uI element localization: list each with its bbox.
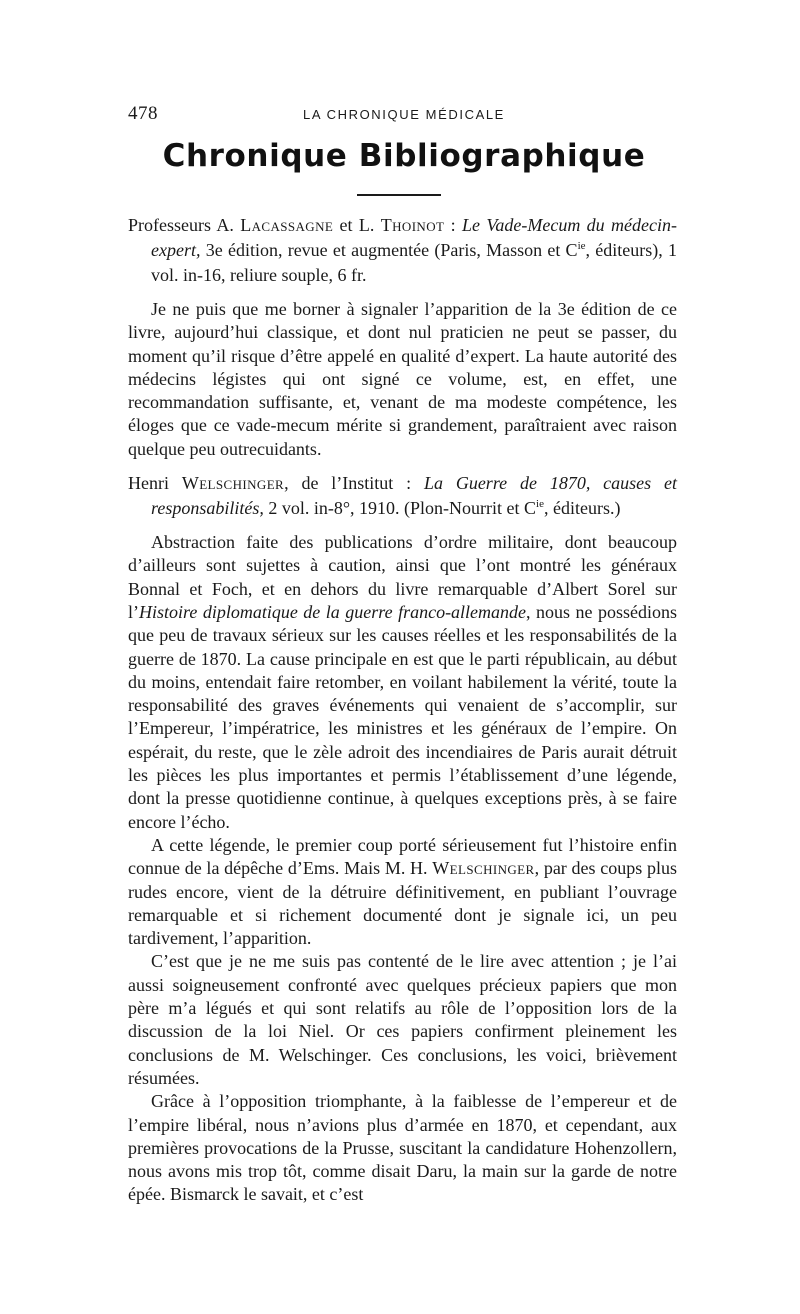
review-paragraph: C’est que je ne me suis pas contenté de le lire avec attention ; je l’ai aussi soigneusement confronté avec quelques précieux papiers que mon père m’a légués et qui sont relatifs au rôle de l’opposition lors de la discussion de la loi Niel. Or ces papiers confirment pleinement les conclusions de M. Welschinger. Ces conclusions, les voici, brièvement résumées.: [128, 951, 677, 1088]
review-paragraph: A cette légende, le premier coup porté sérieusement fut l’histoire enfin connue de la dépêche d’Ems. Mais M. H. Welschinger, par des coups plus rudes encore, vient de la détruire définitivement, en publiant l’ouvrage remarquable et si richement documenté dont je signale ici, un peu tardivement, l’apparition.: [128, 834, 677, 949]
running-head: [128, 103, 680, 127]
review-paragraph: Abstraction faite des publications d’ordre militaire, dont beaucoup d’ailleurs sont sujettes à caution, ainsi que l’ont montré les généraux Bonnal et Foch, et en dehors du livre remarquable d’Albert Sorel sur l’Histoire diplomatique de la guerre franco-allemande, nous ne possédions que peu de travaux sérieux sur les causes réelles et les responsabilités de la guerre de 1870. La cause principale en est que le parti républicain, au début du moins, entendait faire retomber, en voilant habilement la vérité, toute la responsabilité des graves événements qui venaient de s’accomplir, sur l’Empereur, l’impératrice, les ministres et les généraux de l’empire. On espérait, du reste, que le zèle adroit des incendiaires de Paris aurait détruit les pièces les plus importantes et permis l’établissement d’une légende, dont la presse quotidienne continue, à quelques exceptions près, à se faire encore l’écho.: [128, 532, 678, 832]
review-paragraph: Je ne puis que me borner à signaler l’apparition de la 3e édition de ce livre, aujourd’hui classique, et dont nul praticien ne peut se passer, du moment qu’il risque d’être appelé en qualité d’expert. La haute autorité des médecins légistes qui ont signé ce volume, est, en effet, une recommandation suffisante, et, venant de ma modeste compétence, les éloges que ce vade-mecum mérite si grandement, paraîtraient avec raison quelque peu outrecuidants.: [128, 299, 677, 459]
cited-title: Histoire diplomatique de la guerre franco-allemande: [139, 601, 527, 622]
review-reference: Henri Welschinger, de l’Institut : La Guerre de 1870, causes et responsabilités, 2 vol. in-8°, 1910. (Plon-Nourrit et $C^{ie}$, éditeurs.): [128, 473, 677, 519]
book-title: La Guerre de 1870, causes et responsabilités,: [151, 473, 677, 519]
author-name: Thoinot: [380, 215, 445, 235]
author-name: Lacassagne: [240, 215, 334, 235]
author-name: Welschinger: [432, 858, 535, 879]
review-reference: Professeurs A. Lacassagne et L. Thoinot : Le Vade-Mecum du médecin-expert, 3e édition, revue et augmentée (Paris, Masson et $C^{ie}$, éditeurs), 1 vol. in-16, reliure souple, 6 fr.: [128, 215, 677, 285]
review-paragraph: Grâce à l’opposition triomphante, à la faiblesse de l’empereur et de l’empire libéral, nous n’avions plus d’armée en 1870, et cependant, aux premières provocations de la Prusse, suscitant la candidature Hohenzollern, nous avons mis trop tôt, comme disait Daru, la main sur la garde de notre épée. Bismarck le savait, et c’est: [128, 1091, 677, 1205]
page-content: [128, 213, 677, 1207]
page-number: 478: [128, 103, 158, 124]
author-name: Welschinger: [181, 473, 285, 494]
journal-title: LA CHRONIQUE MÉDICALE: [303, 107, 505, 122]
section-title: Chronique Bibliographique: [162, 138, 646, 174]
title-rule: [357, 194, 441, 196]
book-title: Le Vade-Mecum du médecin-expert,: [151, 215, 677, 260]
